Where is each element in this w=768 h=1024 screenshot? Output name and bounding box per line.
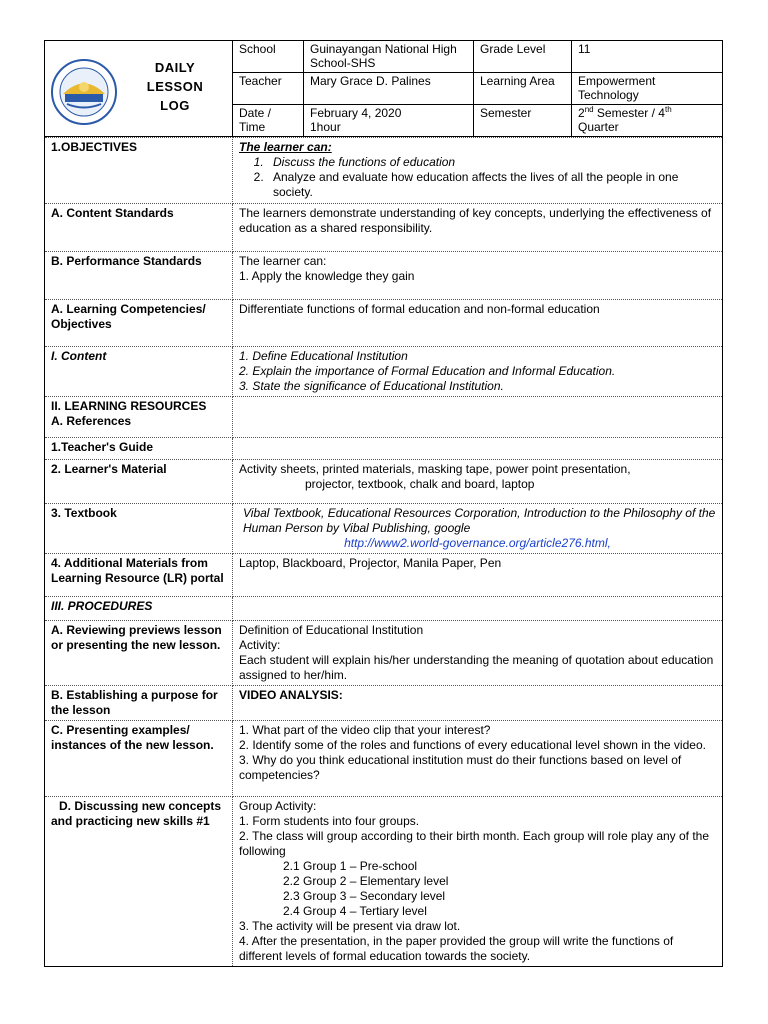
textbook-row — [45, 504, 723, 554]
reviewing-label: A. Reviewing previews lesson or presenting the new lesson. — [45, 621, 233, 686]
presenting-item: 2. Identify some of the roles and functions of every educational level shown in the video. — [239, 738, 706, 752]
group-item: 2.1 Group 1 – Pre-school — [283, 859, 418, 873]
competencies-text: Differentiate functions of formal education and non-formal education — [233, 300, 723, 347]
performance-line: 1. Apply the knowledge they gain — [239, 269, 415, 283]
additional-materials-text: Laptop, Blackboard, Projector, Manila Paper, Pen — [233, 554, 723, 597]
discussing-content — [233, 797, 723, 967]
presenting-content — [233, 721, 723, 797]
discussing-row — [45, 797, 723, 967]
objective-item: 2. Analyze and evaluate how education affects the lives of all the people in one society. — [267, 170, 716, 200]
presenting-label: C. Presenting examples/ instances of the new lesson. — [45, 721, 233, 797]
content-item: 1. Define Educational Institution — [239, 349, 408, 363]
presenting-item: 3. Why do you think educational institution must do their functions based on level of competencies? — [239, 753, 682, 782]
establishing-text: VIDEO ANALYSIS: — [233, 686, 723, 721]
content-label: I. Content — [45, 347, 233, 397]
school-seal-icon — [51, 59, 117, 125]
teachers-guide-row — [45, 438, 723, 460]
title-line: DAILY — [154, 60, 196, 75]
content-row — [45, 347, 723, 397]
objectives-row — [45, 138, 723, 204]
resources-row — [45, 397, 723, 438]
school-value: Guinayangan National High School-SHS — [304, 41, 474, 73]
discussing-line: 3. The activity will be present via draw lot. — [239, 919, 461, 933]
learners-material-line: Activity sheets, printed materials, masking tape, power point presentation, — [239, 462, 631, 476]
reviewing-line: Activity: — [239, 638, 281, 652]
establishing-label: B. Establishing a purpose for the lesson — [45, 686, 233, 721]
title-line: LESSON — [146, 79, 204, 94]
additional-materials-row — [45, 554, 723, 597]
title-line: LOG — [160, 98, 190, 113]
performance-standards-row — [45, 252, 723, 300]
area-label: Learning Area — [474, 73, 572, 105]
discussing-label-text: D. Discussing new concepts and practicing new skills #1 — [51, 799, 222, 828]
document-title — [135, 58, 215, 115]
semester-sup: nd — [584, 105, 594, 114]
group-item: 2.3 Group 3 – Secondary level — [283, 889, 446, 903]
teacher-label: Teacher — [233, 73, 304, 105]
presenting-item: 1. What part of the video clip that your interest? — [239, 723, 491, 737]
additional-materials-label: 4. Additional Materials from Learning Resource (LR) portal — [45, 554, 233, 597]
teachers-guide-label: 1.Teacher's Guide — [45, 438, 233, 460]
grade-label: Grade Level — [474, 41, 572, 73]
establishing-row — [45, 686, 723, 721]
semester-label: Semester — [474, 105, 572, 137]
group-item: 2.4 Group 4 – Tertiary level — [283, 904, 427, 918]
content-list — [233, 347, 723, 397]
lesson-log-page — [44, 40, 722, 967]
objectives-label: 1.OBJECTIVES — [45, 138, 233, 204]
quarter-text: Quarter — [578, 120, 619, 134]
objectives-intro: The learner can: — [239, 140, 332, 154]
school-label: School — [233, 41, 304, 73]
performance-standards-label: B. Performance Standards — [45, 252, 233, 300]
content-item: 2. Explain the importance of Formal Education and Informal Education. — [239, 364, 616, 378]
logo-title-cell — [45, 41, 233, 137]
competencies-label: A. Learning Competencies/ Objectives — [45, 300, 233, 347]
textbook-link[interactable]: http://www2.world-governance.org/article276.html, — [344, 536, 611, 550]
performance-line: The learner can: — [239, 254, 327, 268]
discussing-line: 2. The class will group according to their birth month. Each group will role play any of the following — [239, 829, 710, 858]
objectives-content — [233, 138, 723, 204]
semester-text: Semester / 4 — [593, 106, 665, 120]
performance-standards-content — [233, 252, 723, 300]
resources-heading: II. LEARNING RESOURCES — [51, 399, 207, 413]
resources-label — [45, 397, 233, 438]
area-value: Empowerment Technology — [572, 73, 723, 105]
learners-material-content — [233, 460, 723, 504]
content-standards-label: A. Content Standards — [45, 204, 233, 252]
textbook-text: Vibal Textbook, Educational Resources Corporation, Introduction to the Philosophy of the Human Person by Vibal Publishing, google — [243, 506, 716, 535]
date-label: Date / Time — [233, 105, 304, 137]
semester-value — [572, 105, 723, 137]
reviewing-row — [45, 621, 723, 686]
discussing-line: 1. Form students into four groups. — [239, 814, 420, 828]
lesson-table — [44, 137, 723, 967]
references-heading: A. References — [51, 414, 132, 428]
discussing-line: Group Activity: — [239, 799, 317, 813]
procedures-row — [45, 597, 723, 621]
teacher-value: Mary Grace D. Palines — [304, 73, 474, 105]
date-time-value — [304, 105, 474, 137]
competencies-row — [45, 300, 723, 347]
discussing-line: 4. After the presentation, in the paper provided the group will write the functions of different levels of formal education towards the society. — [239, 934, 674, 963]
learners-material-row — [45, 460, 723, 504]
date-value: February 4, 2020 — [310, 106, 402, 120]
reviewing-content — [233, 621, 723, 686]
time-value: 1hour — [310, 120, 341, 134]
objectives-list — [239, 155, 716, 200]
textbook-label: 3. Textbook — [45, 504, 233, 554]
presenting-row — [45, 721, 723, 797]
content-standards-row — [45, 204, 723, 252]
resources-empty — [233, 397, 723, 438]
quarter-sup: th — [664, 105, 672, 114]
header-table — [44, 40, 723, 137]
content-item: 3. State the significance of Educational Institution. — [239, 379, 504, 393]
learners-material-label: 2. Learner's Material — [45, 460, 233, 504]
discussing-label — [45, 797, 233, 967]
semester-num: 2 — [578, 106, 585, 120]
reviewing-line: Definition of Educational Institution — [239, 623, 424, 637]
grade-value: 11 — [572, 41, 723, 73]
group-item: 2.2 Group 2 – Elementary level — [283, 874, 449, 888]
content-standards-text: The learners demonstrate understanding of key concepts, underlying the effectiveness of education as a shared responsibility. — [233, 204, 723, 252]
teachers-guide-empty — [233, 438, 723, 460]
learners-material-line: projector, textbook, chalk and board, laptop — [305, 477, 535, 491]
reviewing-line: Each student will explain his/her understanding the meaning of quotation about education assigned to her/him. — [239, 653, 714, 682]
procedures-empty — [233, 597, 723, 621]
procedures-label: III. PROCEDURES — [45, 597, 233, 621]
objective-item: 1. Discuss the functions of education — [267, 155, 716, 170]
textbook-content — [233, 504, 723, 554]
